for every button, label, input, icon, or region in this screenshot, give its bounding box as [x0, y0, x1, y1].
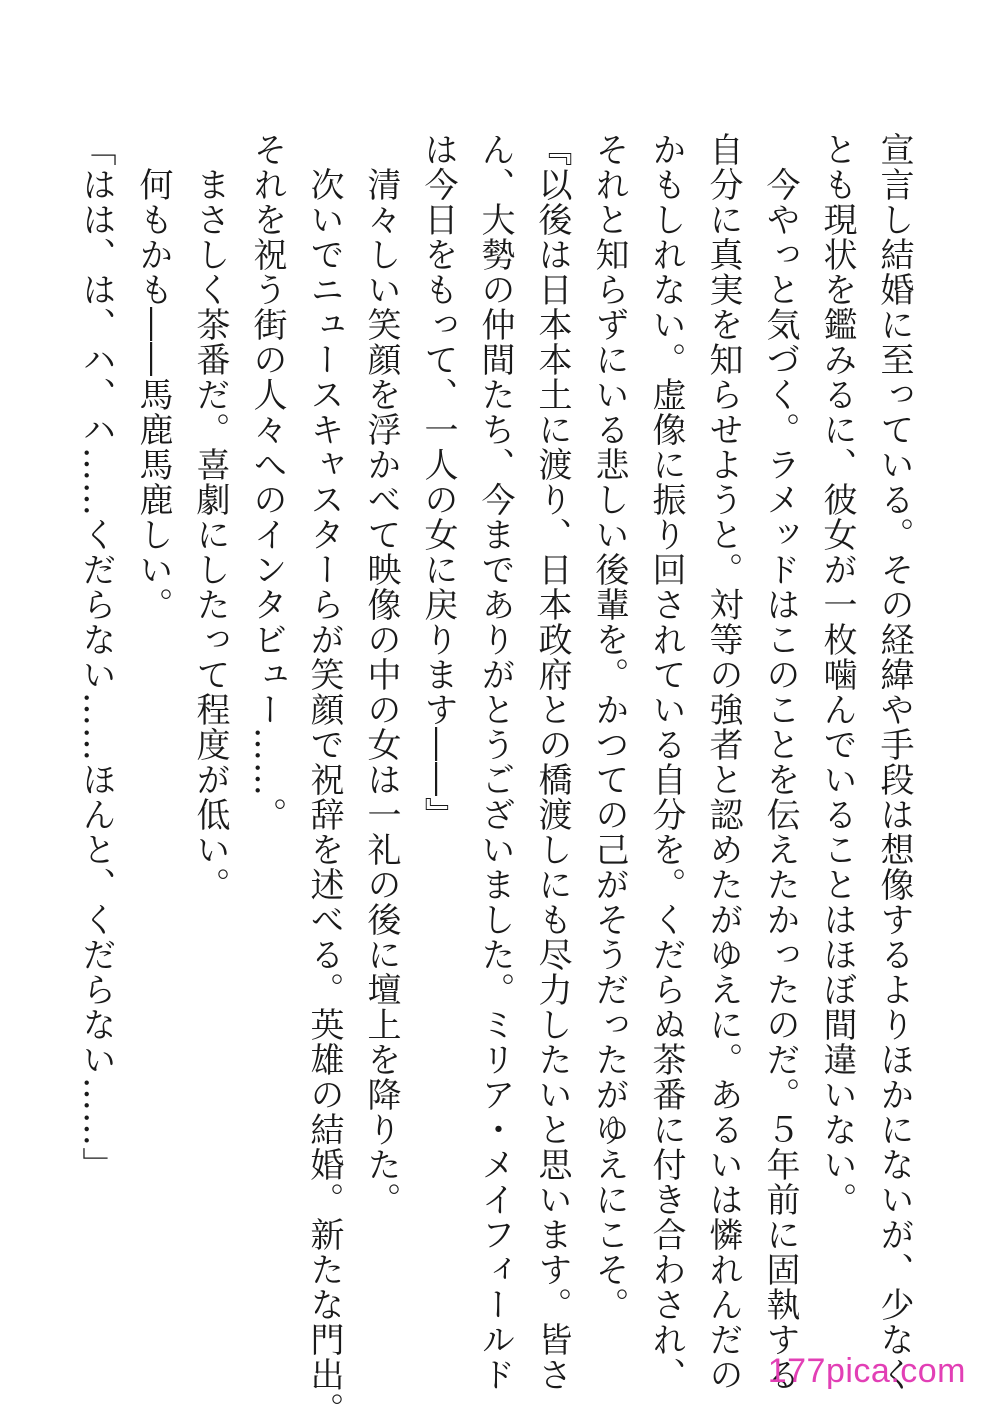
text-line: それを祝う街の人々へのインタビュー……。	[247, 132, 287, 832]
watermark: 177pica.com	[767, 1352, 966, 1390]
text-line: 『以後は日本本土に渡り、日本政府との橋渡しにも尽力したいと思います。皆さ	[532, 132, 572, 1392]
text-line: 今やっと気づく。ラメッドはこのことを伝えたかったのだ。５年前に固執する	[760, 132, 800, 1392]
text-line: 清々しい笑顔を浮かべて映像の中の女は一礼の後に壇上を降りた。	[361, 132, 401, 1217]
text-line: ん、大勢の仲間たち、今までありがとうございました。ミリア・メイフィールド	[475, 132, 515, 1392]
text-line: 何もかも――馬鹿馬鹿しい。	[133, 132, 173, 622]
text-line: まさしく茶番だ。喜劇にしたって程度が低い。	[190, 132, 230, 902]
text-line: かもしれない。虚像に振り回されている自分を。くだらぬ茶番に付き合わされ、	[646, 132, 686, 1392]
text-line: 自分に真実を知らせようと。対等の強者と認めたがゆえに。あるいは憐れんだの	[703, 132, 743, 1392]
text-line: 「はは、は、ハ、ハ……くだらない……ほんと、くだらない……」	[76, 132, 116, 1182]
text-line: 次いでニュースキャスターらが笑顔で祝辞を述べる。英雄の結婚。新たな門出。	[304, 132, 344, 1427]
text-line: それと知らずにいる悲しい後輩を。かつての己がそうだったがゆえにこそ。	[589, 132, 629, 1322]
text-line: とも現状を鑑みるに、彼女が一枚噛んでいることはほぼ間違いない。	[817, 132, 857, 1217]
text-line: は今日をもって、一人の女に戻ります――』	[418, 132, 458, 832]
text-line: 宣言し結婚に至っている。その経緯や手段は想像するよりほかにないが、少なく	[874, 132, 914, 1392]
